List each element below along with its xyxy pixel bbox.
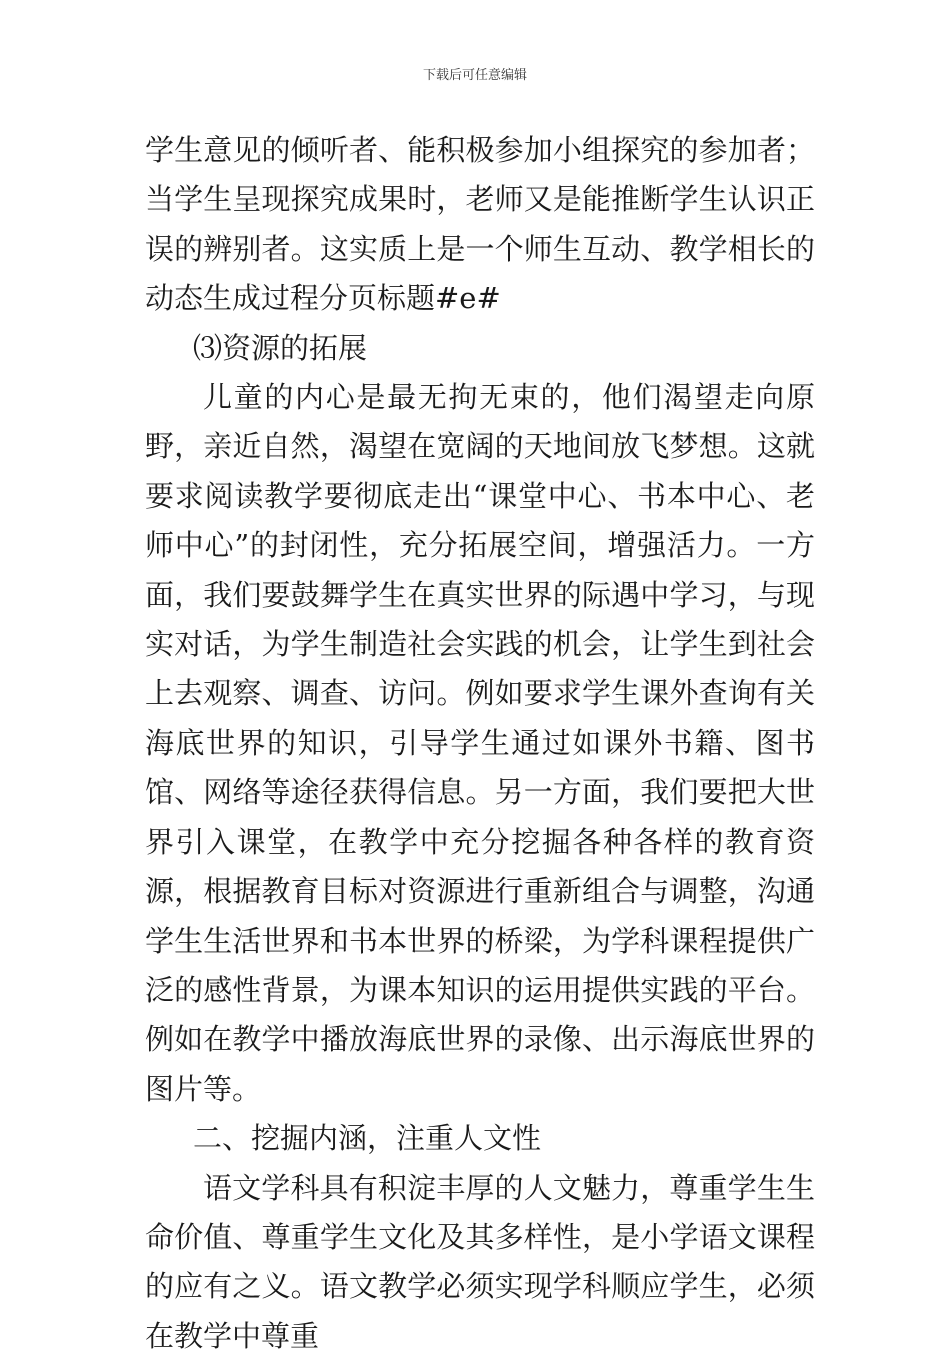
section-heading-resource-expansion: ⑶资源的拓展 [193, 330, 368, 365]
document-body [145, 126, 815, 1361]
paragraph-continuation: 学生意见的倾听者、能积极参加小组探究的参加者；当学生呈现探究成果时，老师又是能推断学生认识正误的辨别者。这实质上是一个师生互动、教学相长的动态生成过程分页标题#e# [145, 133, 815, 316]
section-heading-humanistic: 二、挖掘内涵，注重人文性 [193, 1121, 542, 1156]
paragraph-humanistic: 语文学科具有积淀丰厚的人文魅力，尊重学生生命价值、尊重学生文化及其多样性，是小学语文课程的应有之义。语文教学必须实现学科顺应学生，必须在教学中尊重 [145, 1170, 815, 1353]
page-header: 下载后可任意编辑 [422, 68, 527, 83]
paragraph-resource-expansion: 儿童的内心是最无拘无束的，他们渴望走向原野，亲近自然，渴望在宽阔的天地间放飞梦想。这就要求阅读教学要彻底走出“课堂中心、书本中心、老师中心”的封闭性，充分拓展空间，增强活力。一方面，我们要鼓舞学生在真实世界的际遇中学习，与现实对话，为学生制造社会实践的机会，让学生到社会上去观察、调查、访问。例如要求学生课外查询有关海底世界的知识，引导学生通过如课外书籍、图书馆、网络等途径获得信息。另一方面，我们要把大世界引入课堂，在教学中充分挖掘各种各样的教育资源，根据教育目标对资源进行重新组合与调整，沟通学生生活世界和书本世界的桥梁，为学科课程提供广泛的感性背景，为课本知识的运用提供实践的平台。例如在教学中播放海底世界的录像、出示海底世界的图片等。 [145, 380, 815, 1106]
